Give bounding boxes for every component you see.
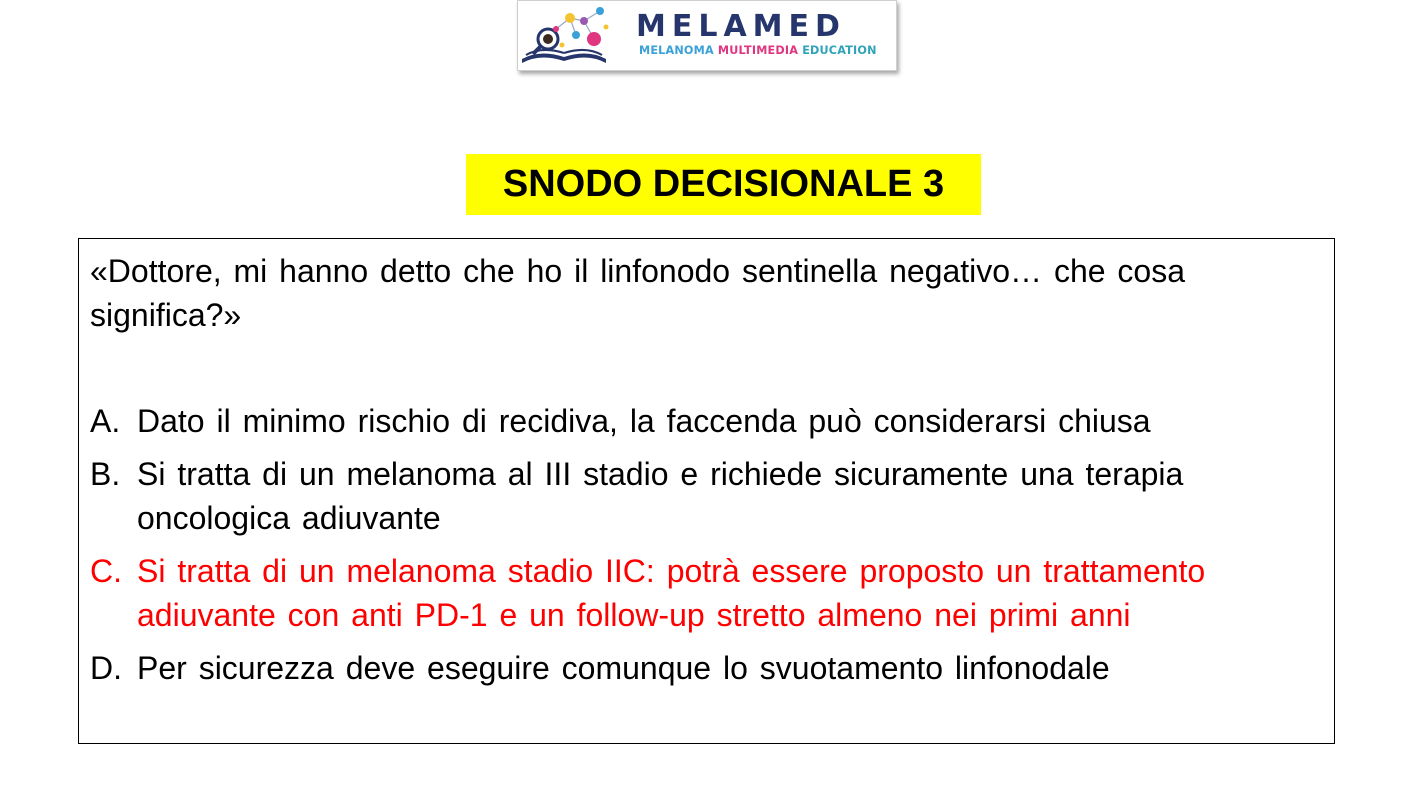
slide-title-text: SNODO DECISIONALE 3 (502, 163, 945, 205)
option-text: Si tratta di un melanoma al III stadio e richiede sicuramente una terapia oncologica adiuvante (137, 456, 1184, 536)
logo-emblem-icon (518, 1, 638, 70)
option-text: Dato il minimo rischio di recidiva, la faccenda può considerarsi chiusa (137, 403, 1151, 439)
option-text: Si tratta di un melanoma stadio IIC: potrà essere proposto un trattamento adiuvante con anti PD-1 e un follow-up stretto almeno nei primi anni (137, 553, 1206, 633)
option-c (90, 549, 1330, 637)
logo-subtitle-part: EDUCATION (802, 44, 877, 57)
logo-subtitle-part: MELANOMA (639, 44, 718, 57)
question-text: «Dottore, mi hanno detto che ho il linfonodo sentinella negativo… che cosa significa?» (90, 253, 1186, 333)
option-a (90, 399, 1330, 443)
logo-subtitle-part: MULTIMEDIA (717, 44, 803, 57)
option-text: Per sicurezza deve eseguire comunque lo svuotamento linfonodale (137, 650, 1110, 686)
option-letter: A. (90, 403, 121, 439)
slide-title (466, 154, 981, 215)
option-letter: B. (90, 456, 121, 492)
option-letter: C. (90, 553, 122, 589)
melamed-logo (517, 0, 897, 71)
answer-options (90, 399, 1330, 699)
logo-title: MELAMED (636, 9, 846, 44)
option-b (90, 452, 1330, 540)
question-box (78, 238, 1335, 744)
option-d (90, 646, 1330, 690)
option-letter: D. (90, 650, 122, 686)
logo-subtitle (639, 44, 877, 57)
